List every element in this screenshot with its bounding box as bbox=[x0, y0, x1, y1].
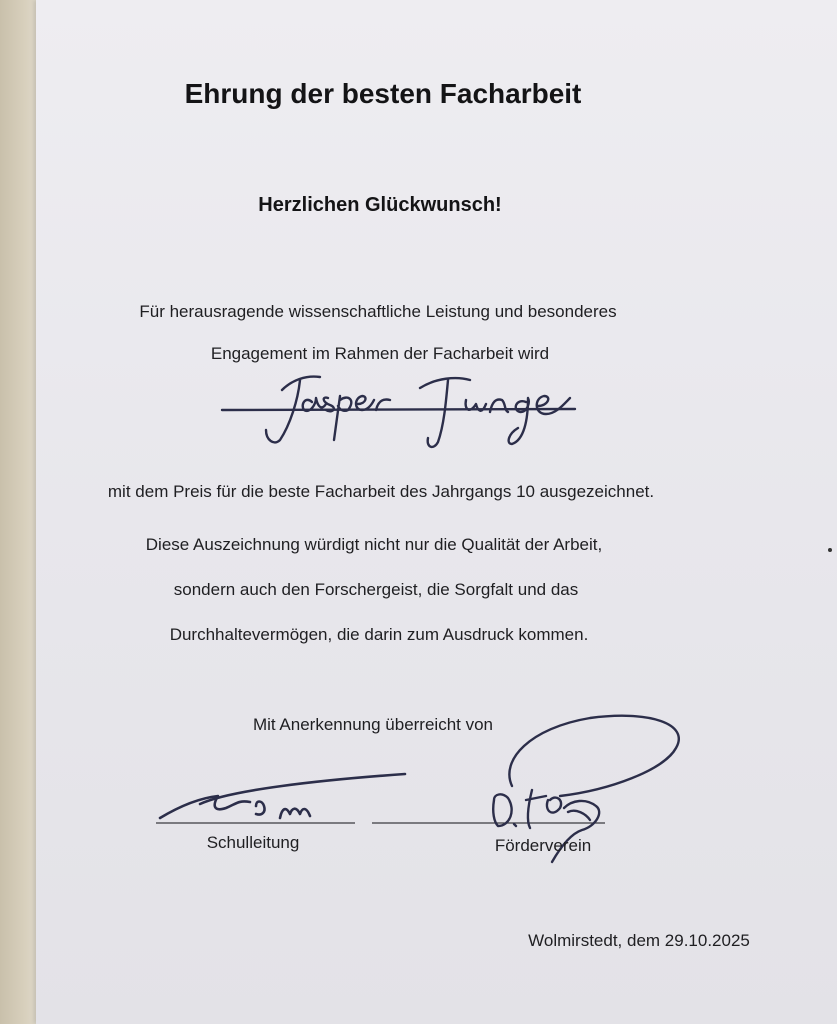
signature-label-school-management: Schulleitung bbox=[206, 833, 300, 852]
body-line-1: Für herausragende wissenschaftliche Leistung und besonderes bbox=[139, 302, 617, 321]
body-line-4: Diese Auszeichnung würdigt nicht nur die Qualität der Arbeit, bbox=[145, 535, 603, 554]
congratulations-heading: Herzlichen Glückwunsch! bbox=[258, 194, 502, 216]
signature-label-support-association: Förderverein bbox=[494, 836, 592, 855]
place-and-date: Wolmirstedt, dem 29.10.2025 bbox=[528, 931, 750, 950]
body-line-3: mit dem Preis für die beste Facharbeit des Jahrgangs 10 ausgezeichnet. bbox=[107, 482, 655, 501]
presented-by-line: Mit Anerkennung überreicht von bbox=[252, 715, 494, 734]
body-line-2: Engagement im Rahmen der Facharbeit wird bbox=[210, 344, 550, 363]
body-line-5: sondern auch den Forschergeist, die Sorgfalt und das bbox=[173, 580, 579, 599]
certificate-sheet bbox=[36, 0, 837, 1024]
certificate-title: Ehrung der besten Facharbeit bbox=[184, 78, 582, 109]
paper-speck bbox=[828, 548, 832, 552]
body-line-6: Durchhaltevermögen, die darin zum Ausdruck kommen. bbox=[169, 625, 589, 644]
